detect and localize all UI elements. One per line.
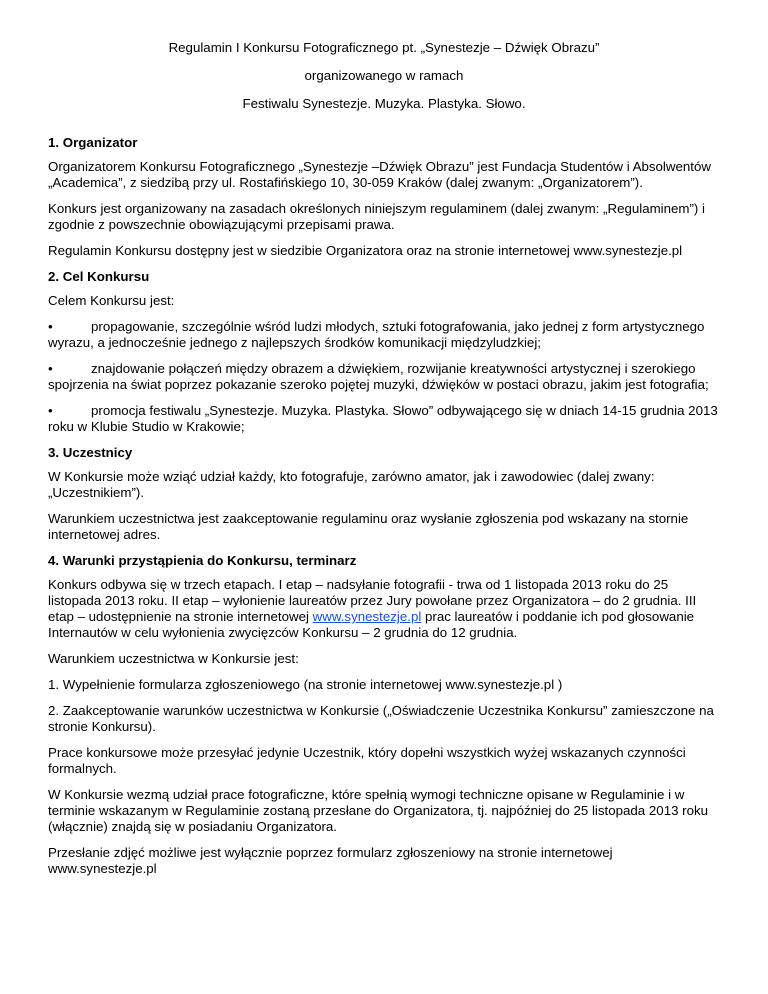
bullet-text: znajdowanie połączeń między obrazem a dźwiękiem, rozwijanie kreatywności artystycznej i szerokiego spojrzenia na świat poprzez pokazanie szeroko pojętej muzyki, dźwięków w postaci obrazu, jakim jest fotografia; bbox=[48, 361, 709, 392]
paragraph: W Konkursie wezmą udział prace fotograficzne, które spełnią wymogi techniczne opisane w Regulaminie i w terminie wskazanym w Regulaminie zostaną przesłane do Organizatora, tj. najpóźniej do 25 listopada 2013 roku (włącznie) znajdą się w posiadaniu Organizatora. bbox=[48, 787, 709, 834]
paragraph: Celem Konkursu jest: bbox=[48, 293, 175, 308]
bullet-text: promocja festiwalu „Synestezje. Muzyka. Plastyka. Słowo” odbywającego się w dniach 14-15 grudnia 2013 roku w Klubie Studio w Krakowie; bbox=[48, 403, 718, 434]
bullet-text: propagowanie, szczególnie wśród ludzi młodych, sztuki fotografowania, jako jednej z form artystycznego wyrazu, a jednocześnie jednego z najlepszych środków komunikacji międzyludzkiej; bbox=[48, 319, 705, 350]
doc-title: Regulamin I Konkursu Fotograficznego pt. „Synestezje – Dźwięk Obrazu” bbox=[168, 40, 600, 55]
paragraph: Warunkiem uczestnictwa w Konkursie jest: bbox=[48, 651, 299, 666]
bullet-icon: • bbox=[48, 319, 53, 334]
paragraph: Przesłanie zdjęć możliwe jest wyłącznie poprzez formularz zgłoszeniowy na stronie internetowej www.synestezje.pl bbox=[48, 845, 613, 876]
bullet-item bbox=[48, 361, 720, 393]
paragraph: Konkurs jest organizowany na zasadach określonych niniejszym regulaminem (dalej zwanym: „Regulaminem”) i zgodnie z powszechnie obowiązującymi przepisami prawa. bbox=[48, 201, 706, 232]
paragraph: Organizatorem Konkursu Fotograficznego „Synestezje –Dźwięk Obrazu” jest Fundacja Studentów i Absolwentów „Academica”, z siedzibą przy ul. Rostafińskiego 10, 30-059 Kraków (dalej zwanym: „Organizatorem”). bbox=[48, 159, 711, 190]
section-heading-organizer: 1. Organizator bbox=[48, 135, 138, 150]
paragraph: Warunkiem uczestnictwa jest zaakceptowanie regulaminu oraz wysłanie zgłoszenia pod wskazany na stornie internetowej adres. bbox=[48, 511, 689, 542]
doc-festival-name: Festiwalu Synestezje. Muzyka. Plastyka. Słowo. bbox=[242, 96, 526, 111]
section-heading-goal: 2. Cel Konkursu bbox=[48, 269, 150, 284]
synestezje-link[interactable]: www.synestezje.pl bbox=[312, 609, 422, 624]
section-heading-participants: 3. Uczestnicy bbox=[48, 445, 133, 460]
bullet-item bbox=[48, 319, 720, 351]
bullet-icon: • bbox=[48, 403, 53, 418]
paragraph: Prace konkursowe może przesyłać jedynie Uczestnik, który dopełni wszystkich wyżej wskazanych czynności formalnych. bbox=[48, 745, 686, 776]
paragraph-text: prac laureatów i poddanie ich pod głosowanie Internautów w celu wyłonienia zwycięzców Konkursu – 2 grudnia do 12 grudnia. bbox=[48, 609, 695, 640]
paragraph bbox=[48, 577, 720, 641]
paragraph: W Konkursie może wziąć udział każdy, kto fotografuje, zarówno amator, jak i zawodowiec (dalej zwany: „Uczestnikiem”). bbox=[48, 469, 655, 500]
bullet-icon: • bbox=[48, 361, 53, 376]
paragraph: 2. Zaakceptowanie warunków uczestnictwa w Konkursie („Oświadczenie Uczestnika Konkursu” zamieszczone na stronie Konkursu). bbox=[48, 703, 714, 734]
doc-subtitle: organizowanego w ramach bbox=[304, 68, 464, 83]
paragraph: Regulamin Konkursu dostępny jest w siedzibie Organizatora oraz na stronie internetowej www.synestezje.pl bbox=[48, 243, 683, 258]
paragraph-text: Konkurs odbywa się w trzech etapach. I etap – nadsyłanie fotografii - trwa od 1 listopada 2013 roku do 25 listopada 2013 roku. II etap – wyłonienie laureatów przez Jury powołane przez Organizatora – do 2 grudnia. III etap – udostępnienie na stronie internetowej bbox=[48, 577, 697, 624]
bullet-item bbox=[48, 403, 720, 435]
section-heading-conditions: 4. Warunki przystąpienia do Konkursu, terminarz bbox=[48, 553, 357, 568]
paragraph: 1. Wypełnienie formularza zgłoszeniowego (na stronie internetowej www.synestezje.pl ) bbox=[48, 677, 563, 692]
